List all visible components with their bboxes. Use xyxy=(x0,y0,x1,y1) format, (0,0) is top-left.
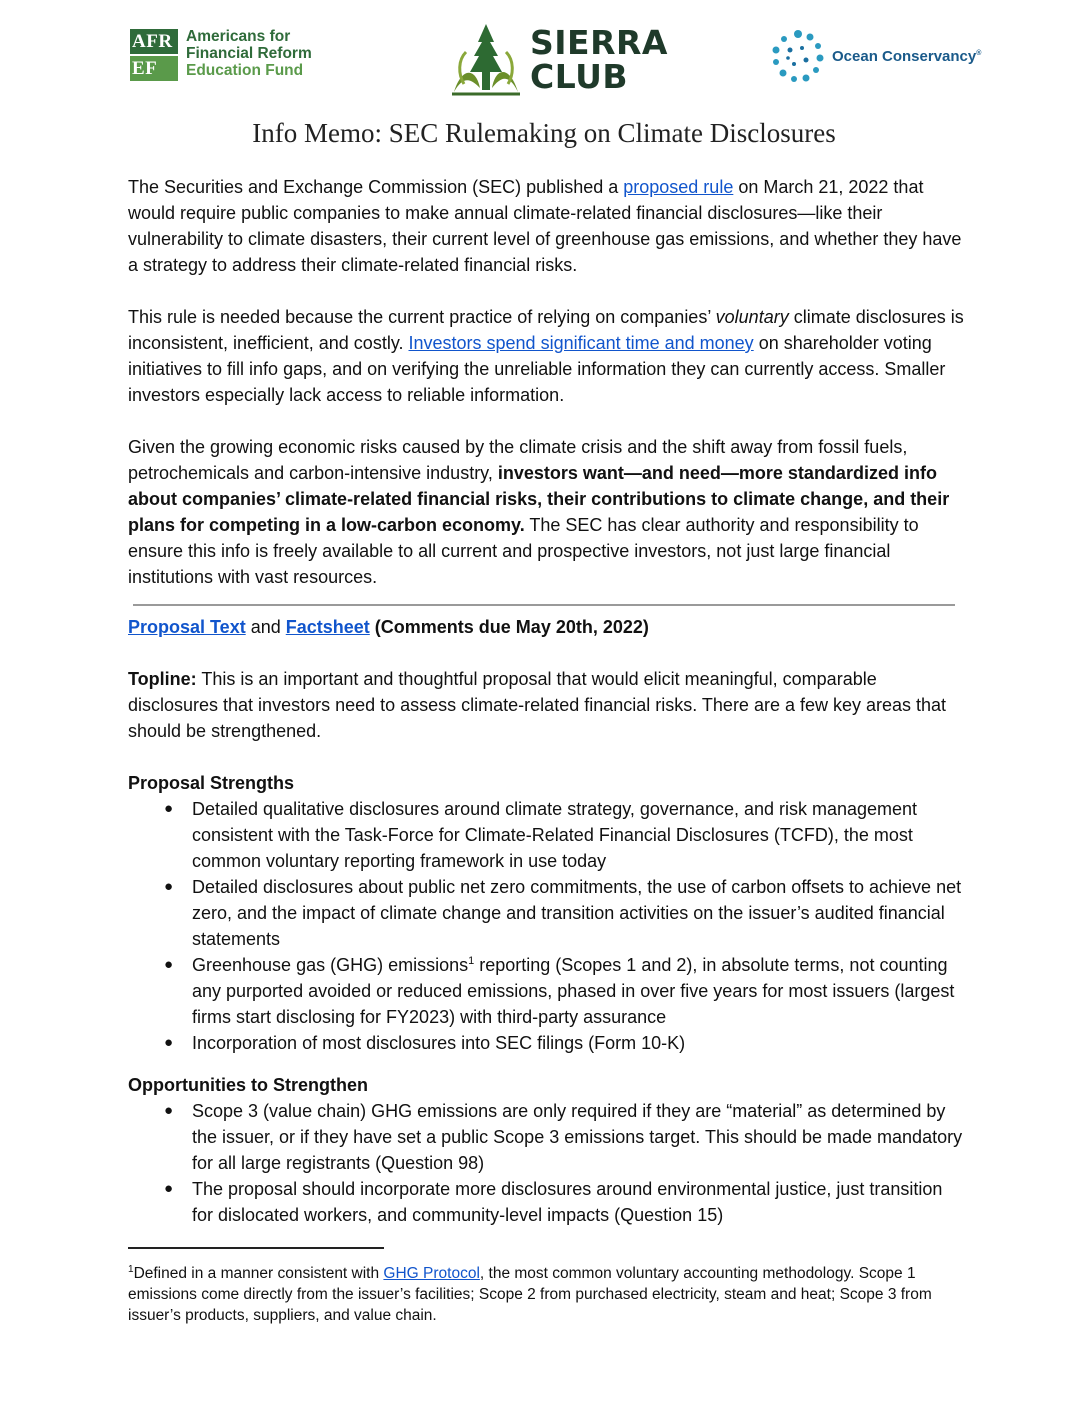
afr-line-1: Americans for xyxy=(186,28,291,45)
intro-p2-emphasis: voluntary xyxy=(715,307,789,327)
strength-item-text: Detailed qualitative disclosures around climate strategy, governance, and risk management consistent with the Task-Force for Climate-Related Financial Disclosures (TCFD), the most common voluntary reporting framework in use today xyxy=(192,799,918,871)
bullet-icon: ● xyxy=(164,1102,174,1119)
bullet-icon: ● xyxy=(164,956,174,973)
links-and-text: and xyxy=(245,617,286,637)
memo-body xyxy=(128,174,968,1228)
footnote xyxy=(128,1259,948,1326)
ocean-conservancy-wordmark xyxy=(832,48,981,65)
intro-paragraph-3 xyxy=(128,434,968,590)
intro-p2-text-b: climate disclosures is inconsistent, inefficient, and costly. xyxy=(128,307,964,353)
footnote-number: 1 xyxy=(128,1264,134,1275)
intro-paragraph-1 xyxy=(128,174,968,278)
topline-label: Topline: xyxy=(128,669,197,689)
list-item xyxy=(128,874,968,952)
factsheet-link[interactable]: Factsheet xyxy=(285,617,370,637)
ghg-item-text-a: Greenhouse gas (GHG) emissions xyxy=(192,955,469,975)
opportunity-item-text: The proposal should incorporate more disclosures around environmental justice, just transition for dislocated workers, and community-level impacts (Question 15) xyxy=(192,1179,943,1225)
sierra-club-logo xyxy=(450,22,668,98)
list-item xyxy=(128,1098,968,1176)
sierra-club-tree-icon xyxy=(450,22,522,98)
afr-wordmark xyxy=(186,28,312,79)
ocean-registered-mark: ® xyxy=(976,49,982,57)
afr-logo xyxy=(130,28,312,79)
sierra-line-1: SIERRA xyxy=(530,23,668,62)
proposal-text-link[interactable]: Proposal Text xyxy=(128,617,246,637)
topline-paragraph xyxy=(128,666,968,744)
list-item xyxy=(128,1176,968,1228)
intro-p2-text-a: This rule is needed because the current practice of relying on companies’ xyxy=(128,307,716,327)
topline-text: This is an important and thoughtful proposal that would elicit meaningful, comparable disclosures that investors need to assess climate-related financial risks. There are a few key areas that should be strengthened. xyxy=(128,669,947,741)
intro-p2-text-c: on shareholder voting initiatives to fill info gaps, and on verifying the unreliable information they can currently access. Smaller investors especially lack access to reliable information. xyxy=(128,333,946,405)
intro-p1-text-a: The Securities and Exchange Commission (SEC) published a xyxy=(128,177,624,197)
document-title: Info Memo: SEC Rulemaking on Climate Disclosures xyxy=(252,118,836,148)
ghg-item-text-b: reporting (Scopes 1 and 2), in absolute terms, not counting any purported avoided or reduced emissions, phased in over five years for most issuers (largest firms start disclosing for FY2023) with third-party assurance xyxy=(192,955,955,1027)
list-item xyxy=(128,796,968,874)
afr-monogram-bottom: EF xyxy=(130,56,178,81)
opportunities-list xyxy=(128,1098,968,1228)
intro-p3-text-a: Given the growing economic risks caused by the climate crisis and the shift away from fossil fuels, petrochemicals and carbon-intensive industry, xyxy=(128,437,908,483)
strengths-heading: Proposal Strengths xyxy=(128,773,295,793)
footnote-text-a: Defined in a manner consistent with xyxy=(133,1265,384,1283)
comments-due-text: (Comments due May 20th, 2022) xyxy=(369,617,649,637)
sierra-line-2: CLUB xyxy=(530,57,629,96)
ocean-conservancy-name: Ocean Conservancy xyxy=(832,47,977,65)
sierra-club-wordmark xyxy=(530,23,668,96)
footnote-reference[interactable]: 1 xyxy=(468,955,475,967)
intro-p1-text-b: on March 21, 2022 that would require public companies to make annual climate-related financial disclosures—like their vulnerability to climate disasters, their current level of greenhouse gas emissions, and whether they have a strategy to address their climate-related financial risks. xyxy=(128,177,962,275)
opportunity-item-text: Scope 3 (value chain) GHG emissions are only required if they are “material” as determined by the issuer, or if they have set a public Scope 3 emissions target. This should be made mandatory for all large registrants (Question 98) xyxy=(192,1101,963,1173)
list-item xyxy=(128,1030,968,1056)
footnote-text-b: , the most common voluntary accounting methodology. Scope 1 emissions come directly from the issuer’s facilities; Scope 2 from purchased electricity, steam and heat; Scope 3 from issuer’s products, suppliers, and value chain. xyxy=(128,1265,932,1325)
bullet-icon: ● xyxy=(164,800,174,817)
proposed-rule-link[interactable]: proposed rule xyxy=(623,177,734,197)
afr-line-2: Financial Reform xyxy=(186,45,312,62)
bullet-icon: ● xyxy=(164,1034,174,1051)
intro-p3-text-b: The SEC has clear authority and responsibility to ensure this info is freely available to all current and prospective investors, not just large financial institutions with vast resources. xyxy=(128,515,919,587)
afr-monogram-top: AFR xyxy=(130,29,178,56)
investors-spend-link[interactable]: Investors spend significant time and money xyxy=(408,333,754,353)
list-item xyxy=(128,952,968,1030)
opportunities-heading: Opportunities to Strengthen xyxy=(128,1075,368,1095)
afr-line-3: Education Fund xyxy=(186,62,304,79)
afr-monogram xyxy=(130,29,178,79)
ocean-conservancy-logo xyxy=(770,28,981,84)
ocean-conservancy-circle-icon xyxy=(770,28,826,84)
ghg-protocol-link[interactable]: GHG Protocol xyxy=(383,1265,480,1283)
intro-paragraph-2 xyxy=(128,304,968,408)
bullet-icon: ● xyxy=(164,878,174,895)
intro-p3-bold: investors want—and need—more standardized info about companies’ climate-related financial risks, their contributions to climate change, and their plans for competing in a low-carbon economy. xyxy=(128,463,950,535)
footnote-separator xyxy=(128,1247,384,1249)
strength-item-text: Detailed disclosures about public net zero commitments, the use of carbon offsets to achieve net zero, and the impact of climate change and transition activities on the issuer’s audited financial statements xyxy=(192,877,962,949)
proposal-links-line xyxy=(128,614,968,640)
strength-item-text: Incorporation of most disclosures into SEC filings (Form 10-K) xyxy=(192,1033,686,1053)
section-divider xyxy=(133,604,955,606)
bullet-icon: ● xyxy=(164,1180,174,1197)
strengths-list xyxy=(128,796,968,1056)
